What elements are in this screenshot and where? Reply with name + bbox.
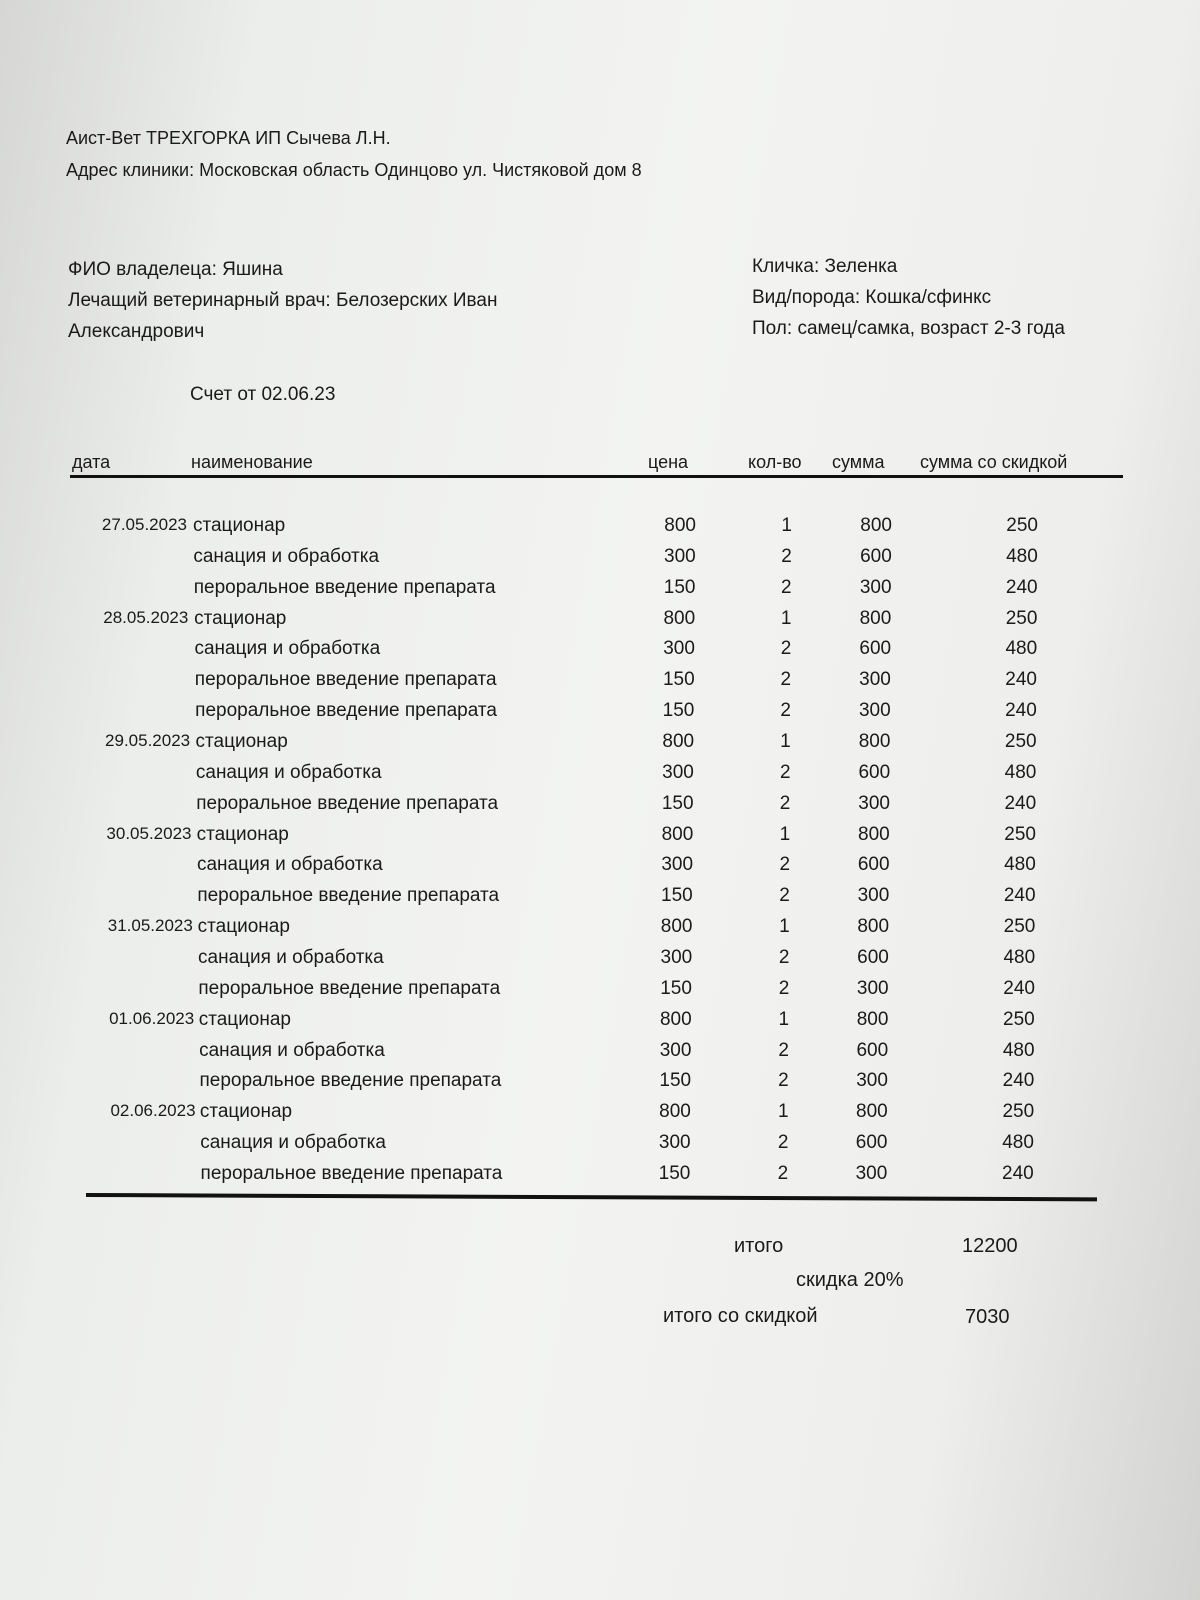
- cell-discounted-sum: 480: [1003, 947, 1036, 968]
- cell-name: пероральное введение препарата: [199, 1070, 502, 1092]
- owner-info: [68, 254, 628, 347]
- cell-discounted-sum: 480: [1006, 545, 1038, 567]
- clinic-address: Адрес клиники: Московская область Одинцово ул. Чистяковой дом 8: [66, 160, 642, 180]
- table-row: [0, 1066, 1200, 1096]
- doctor-name: Лечащий ветеринарный врач: Белозерских Иван: [68, 290, 498, 311]
- cell-price: 150: [660, 977, 692, 999]
- doctor-name-continued: Александрович: [68, 321, 205, 342]
- cell-qty: 2: [781, 545, 792, 567]
- cell-discounted-sum: 250: [1005, 607, 1038, 629]
- cell-sum: 600: [858, 761, 891, 783]
- cell-name: пероральное введение препарата: [197, 885, 500, 907]
- cell-name: санация и обработка: [194, 638, 381, 660]
- cell-name: санация и обработка: [193, 545, 380, 567]
- cell-price: 300: [659, 1039, 692, 1061]
- table-row: [0, 1036, 1200, 1066]
- cell-qty: 1: [780, 731, 791, 752]
- total-label: итого: [734, 1235, 784, 1257]
- table-row: [0, 789, 1200, 819]
- cell-price: 150: [663, 576, 696, 598]
- cell-qty: 2: [779, 854, 791, 876]
- cell-qty: 2: [780, 638, 792, 660]
- cell-discounted-sum: 240: [1005, 669, 1037, 691]
- cell-qty: 2: [779, 761, 791, 783]
- cell-sum: 600: [857, 947, 889, 968]
- cell-qty: 2: [778, 1070, 789, 1092]
- cell-discounted-sum: 250: [1004, 823, 1036, 845]
- header-divider: [70, 475, 1123, 478]
- cell-price: 300: [660, 947, 693, 968]
- cell-name: пероральное введение препарата: [195, 700, 497, 722]
- cell-qty: 2: [778, 947, 790, 968]
- cell-price: 800: [663, 607, 696, 629]
- table-row: [0, 1005, 1200, 1035]
- table-row: [0, 727, 1200, 757]
- cell-discounted-sum: 240: [1002, 1163, 1034, 1184]
- cell-qty: 1: [779, 823, 791, 845]
- table-row: [0, 820, 1200, 850]
- table-row: [0, 696, 1200, 726]
- cell-date: 29.05.2023: [105, 731, 191, 750]
- cell-name: пероральное введение препарата: [196, 792, 499, 814]
- cell-sum: 800: [857, 916, 890, 938]
- cell-sum: 300: [858, 700, 891, 722]
- table-row: [0, 665, 1200, 695]
- cell-qty: 2: [781, 576, 792, 598]
- cell-name: стационар: [198, 1008, 291, 1030]
- cell-sum: 600: [860, 545, 892, 567]
- cell-name: стационар: [193, 515, 286, 536]
- cell-sum: 600: [859, 638, 892, 660]
- cell-name: пероральное введение препарата: [193, 576, 496, 598]
- table-row: [0, 634, 1200, 664]
- cell-sum: 300: [855, 1163, 888, 1184]
- cell-discounted-sum: 240: [1005, 576, 1038, 598]
- table-row: [0, 573, 1200, 603]
- clinic-name: Аист-Вет ТРЕХГОРКА ИП Сычева Л.Н.: [66, 128, 391, 148]
- total-with-discount-label: итого со скидкой: [663, 1305, 818, 1327]
- cell-qty: 2: [777, 1132, 789, 1154]
- table-row: [0, 511, 1200, 541]
- cell-price: 150: [662, 700, 695, 722]
- cell-price: 150: [662, 669, 695, 691]
- pet-sex-age: Пол: самец/самка, возраст 2-3 года: [752, 318, 1065, 339]
- cell-date: 27.05.2023: [101, 515, 187, 534]
- cell-qty: 1: [778, 1101, 789, 1123]
- cell-qty: 1: [779, 916, 790, 938]
- cell-sum: 800: [859, 607, 892, 629]
- cell-discounted-sum: 250: [1006, 515, 1038, 536]
- cell-sum: 800: [856, 1101, 888, 1123]
- cell-discounted-sum: 250: [1003, 1008, 1035, 1030]
- cell-name: стационар: [194, 607, 287, 629]
- cell-date: 01.06.2023: [109, 1008, 195, 1028]
- cell-sum: 600: [856, 1039, 889, 1061]
- cell-price: 300: [661, 854, 694, 876]
- cell-qty: 2: [778, 1039, 789, 1061]
- pet-breed: Вид/порода: Кошка/сфинкс: [752, 287, 992, 308]
- cell-discounted-sum: 240: [1005, 700, 1037, 722]
- cell-price: 150: [659, 1070, 692, 1092]
- discount-label: скидка 20%: [796, 1269, 904, 1291]
- table-row: [0, 974, 1200, 1004]
- cell-qty: 2: [780, 700, 791, 722]
- cell-sum: 300: [859, 576, 892, 598]
- cell-discounted-sum: 480: [1002, 1039, 1035, 1061]
- cell-sum: 600: [857, 854, 890, 876]
- cell-price: 300: [662, 761, 694, 783]
- column-header-qty: кол-во: [748, 452, 802, 472]
- cell-qty: 1: [780, 607, 792, 629]
- column-header-date: дата: [72, 452, 111, 472]
- table-row: [0, 881, 1200, 911]
- cell-discounted-sum: 240: [1002, 1070, 1035, 1092]
- table-row: [0, 912, 1200, 942]
- cell-date: 02.06.2023: [110, 1101, 196, 1121]
- cell-date: 31.05.2023: [107, 916, 193, 936]
- cell-qty: 1: [781, 515, 792, 536]
- cell-name: стационар: [195, 731, 288, 752]
- cell-discounted-sum: 250: [1004, 731, 1037, 752]
- cell-name: пероральное введение препарата: [198, 977, 501, 999]
- cell-price: 150: [658, 1163, 691, 1184]
- column-header-price: цена: [648, 452, 689, 472]
- cell-price: 300: [664, 545, 696, 567]
- table-row: [0, 604, 1200, 634]
- cell-qty: 2: [779, 792, 791, 814]
- owner-name: ФИО владелеца: Яшина: [68, 259, 283, 280]
- table-row: [0, 758, 1200, 788]
- cell-date: 28.05.2023: [103, 607, 189, 627]
- cell-name: санация и обработка: [198, 947, 384, 968]
- total-with-discount-value: 7030: [965, 1306, 1010, 1328]
- column-header-name: наименование: [191, 452, 313, 472]
- pet-info: [752, 251, 1172, 344]
- cell-name: санация и обработка: [200, 1132, 386, 1154]
- cell-sum: 800: [858, 731, 891, 752]
- table-row: [0, 850, 1200, 880]
- column-header-sum: сумма: [832, 452, 885, 472]
- cell-sum: 800: [858, 823, 890, 845]
- cell-qty: 2: [779, 885, 790, 907]
- cell-sum: 300: [858, 792, 890, 814]
- cell-price: 800: [662, 731, 695, 752]
- cell-name: стационар: [196, 823, 289, 845]
- cell-qty: 2: [780, 669, 792, 691]
- cell-price: 800: [660, 916, 693, 938]
- cell-name: санация и обработка: [196, 854, 383, 876]
- table-row: [0, 1097, 1200, 1127]
- cell-discounted-sum: 250: [1003, 916, 1036, 938]
- cell-name: пероральное введение препарата: [200, 1163, 503, 1184]
- cell-discounted-sum: 240: [1003, 885, 1036, 907]
- cell-discounted-sum: 480: [1004, 854, 1036, 876]
- cell-discounted-sum: 480: [1005, 638, 1038, 660]
- cell-price: 800: [659, 1101, 691, 1123]
- cell-price: 800: [659, 1008, 692, 1030]
- cell-price: 150: [661, 792, 694, 814]
- cell-sum: 300: [857, 885, 890, 907]
- table-row: [0, 1128, 1200, 1158]
- cell-sum: 800: [856, 1008, 889, 1030]
- column-header-discounted-sum: сумма со скидкой: [920, 452, 1068, 472]
- cell-name: пероральное введение препарата: [194, 669, 497, 691]
- cell-price: 300: [658, 1132, 691, 1154]
- table-bottom-divider: [86, 1193, 1097, 1201]
- table-row: [0, 943, 1200, 973]
- table-row: [0, 1159, 1200, 1189]
- cell-sum: 800: [860, 515, 892, 536]
- total-value: 12200: [962, 1235, 1018, 1257]
- cell-discounted-sum: 250: [1002, 1101, 1035, 1123]
- cell-price: 150: [661, 885, 693, 907]
- invoice-title: Счет от 02.06.23: [190, 384, 336, 405]
- cell-name: санация и обработка: [199, 1039, 385, 1061]
- cell-sum: 300: [859, 669, 891, 691]
- cell-discounted-sum: 240: [1003, 977, 1035, 999]
- cell-price: 800: [664, 515, 696, 536]
- cell-date: 30.05.2023: [106, 823, 192, 843]
- cell-sum: 600: [855, 1132, 888, 1154]
- cell-qty: 2: [778, 977, 790, 999]
- cell-sum: 300: [856, 1070, 888, 1092]
- cell-price: 300: [663, 638, 695, 660]
- cell-discounted-sum: 480: [1004, 761, 1037, 783]
- cell-name: стационар: [197, 916, 290, 938]
- table-row: [0, 542, 1200, 572]
- cell-qty: 1: [778, 1008, 790, 1030]
- cell-sum: 300: [856, 977, 889, 999]
- cell-price: 800: [661, 823, 694, 845]
- cell-discounted-sum: 480: [1002, 1132, 1034, 1154]
- cell-qty: 2: [777, 1163, 789, 1184]
- cell-name: стационар: [199, 1101, 293, 1123]
- cell-name: санация и обработка: [195, 761, 382, 783]
- cell-discounted-sum: 240: [1004, 792, 1037, 814]
- pet-name: Кличка: Зеленка: [752, 256, 898, 277]
